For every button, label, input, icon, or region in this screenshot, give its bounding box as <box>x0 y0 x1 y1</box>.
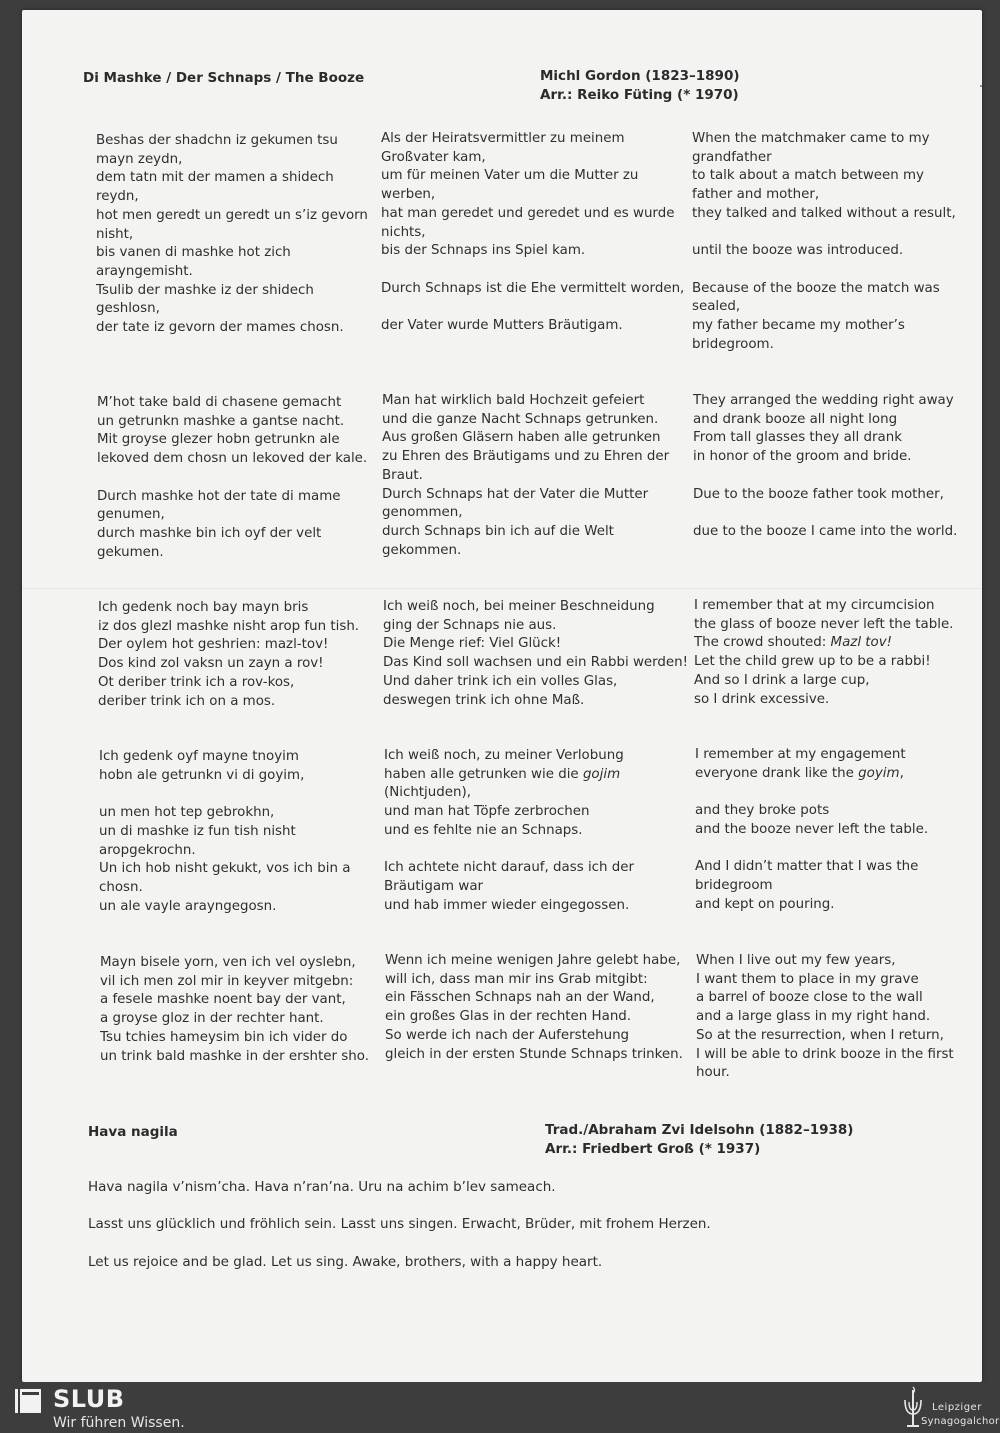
lyric-line: Durch Schnaps ist die Ehe vermittelt worden, <box>381 280 685 296</box>
lyric-line: ging der Schnaps nie aus. <box>383 617 557 633</box>
lyric-line: deriber trink ich on a mos. <box>98 693 276 709</box>
lyric-line: father and mother, <box>692 187 820 203</box>
paper-fold-line <box>22 588 982 589</box>
lyric-line: Ich weiß noch, zu meiner Verlobung <box>384 748 624 763</box>
song2-english-text: Let us rejoice and be glad. Let us sing. Awake, brothers, with a happy heart. <box>88 1254 603 1270</box>
song1-composer: Michl Gordon (1823–1890) <box>540 68 740 84</box>
lyric-line: und es fehlte nie an Schnaps. <box>384 822 583 838</box>
lyric-line: Bräutigam war <box>384 878 484 894</box>
lyric-line: they talked and talked without a result, <box>692 205 956 221</box>
lyric-line: hour. <box>696 1065 730 1081</box>
lyric-line: From tall glasses they all drank <box>693 430 902 446</box>
lyric-line: Tsu tchies hameysim bin ich vider do <box>100 1029 348 1045</box>
song2-title: Hava nagila <box>88 1124 178 1140</box>
song2-composer: Trad./Abraham Zvi Idelsohn (1882–1938) <box>545 1122 854 1138</box>
song1-arranger: Arr.: Reiko Füting (* 1970) <box>540 87 739 103</box>
lyric-line: Ich gedenk noch bay mayn bris <box>98 600 309 615</box>
lyric-line: der Vater wurde Mutters Bräutigam. <box>381 318 623 333</box>
lyric-line: und man hat Töpfe zerbrochen <box>384 804 590 820</box>
lyric-line: un trink bald mashke in der ershter sho. <box>100 1048 369 1064</box>
lyric-line: Der oylem hot geshrien: mazl-tov! <box>98 637 329 653</box>
lyric-line: I remember at my engagement <box>695 747 906 762</box>
lyric-line: genumen, <box>97 507 165 523</box>
lyric-line: Tsulib der mashke iz der shidech <box>96 282 314 298</box>
stanza1-yiddish <box>96 132 368 338</box>
lyric-line: hat man geredet und geredet und es wurde <box>381 205 675 221</box>
lyric-line: Due to the booze father took mother, <box>693 486 944 502</box>
lyric-line: geshlosn, <box>96 301 160 317</box>
lyric-line: nisht, <box>96 226 134 242</box>
lyric-line: Großvater kam, <box>381 149 486 165</box>
lyric-line: gleich in der ersten Stunde Schnaps trinken. <box>385 1046 683 1062</box>
lyric-line: and the booze never left the table. <box>695 821 929 837</box>
lyric-line: So at the resurrection, when I return, <box>696 1027 944 1043</box>
choir-name-line1: Leipziger <box>932 1402 982 1413</box>
lyric-line: I want them to place in my grave <box>696 971 919 987</box>
lyric-line: sealed, <box>692 299 741 315</box>
song1-title: Di Mashke / Der Schnaps / The Booze <box>83 70 365 86</box>
lyric-line: und hab immer wieder eingegossen. <box>384 897 630 913</box>
stanza3-english <box>694 597 953 709</box>
lyric-line: I will be able to drink booze in the first <box>696 1046 954 1062</box>
lyric-line: and they broke pots <box>695 803 830 819</box>
lyric-line: un di mashke iz fun tish nisht <box>99 823 296 839</box>
lyric-line: gekumen. <box>97 544 164 560</box>
lyric-line: a fesele mashke noent bay der vant, <box>100 992 346 1008</box>
lyric-line: lekoved dem chosn un lekoved der kale. <box>97 451 368 467</box>
lyric-line: grandfather <box>692 149 772 165</box>
lyric-line: ein großes Glas in der rechten Hand. <box>385 1009 632 1025</box>
stanza2-yiddish <box>97 394 367 562</box>
book-icon <box>14 1388 42 1414</box>
lyric-line: chosn. <box>99 879 143 895</box>
song2-hebrew-text: Hava nagila v’nism’cha. Hava n’ran’na. Uru na achim b’lev sameach. <box>88 1179 556 1195</box>
lyric-line: un men hot tep gebrokhn, <box>99 805 275 821</box>
lyric-line: Un ich hob nisht gekukt, vos ich bin a <box>99 861 351 877</box>
footer-bar <box>0 1382 1000 1433</box>
choir-name-line2: Synagogalchor <box>921 1416 1000 1427</box>
lyric-line: When I live out my few years, <box>696 953 896 968</box>
lyric-line: Beshas der shadchn iz gekumen tsu <box>96 133 338 148</box>
lyric-line: dem tatn mit der mamen a shidech <box>96 170 334 186</box>
lyric-line: and a large glass in my right hand. <box>696 1009 931 1025</box>
lyric-line: When the matchmaker came to my <box>692 131 930 146</box>
lyric-line: reydn, <box>96 189 139 205</box>
stanza4-german <box>384 747 634 915</box>
lyric-line: bis der Schnaps ins Spiel kam. <box>381 243 586 259</box>
stanza1-german <box>381 130 684 336</box>
lyric-line: Die Menge rief: Viel Glück! <box>383 636 562 652</box>
lyric-line: Aus großen Gläsern haben alle getrunken <box>382 430 661 446</box>
lyric-line: I remember that at my circumcision <box>694 598 935 613</box>
lyric-line: zu Ehren des Bräutigams und zu Ehren der <box>382 449 670 465</box>
lyric-line: Mit groyse glezer hobn getrunkn ale <box>97 432 340 448</box>
stanza3-yiddish <box>98 599 359 711</box>
lyric-line: the glass of booze never left the table. <box>694 616 954 632</box>
lyric-line: Man hat wirklich bald Hochzeit gefeiert <box>382 393 645 408</box>
lyric-line: Durch Schnaps hat der Vater die Mutter <box>382 486 649 502</box>
lyric-line: um für meinen Vater um die Mutter zu <box>381 168 639 184</box>
lyric-line: deswegen trink ich ohne Maß. <box>383 692 585 708</box>
lyrics-sheet <box>22 10 982 1382</box>
lyric-line: Mayn bisele yorn, ven ich vel oyslebn, <box>100 955 356 970</box>
stanza5-yiddish <box>100 954 369 1066</box>
lyric-line: bridegroom. <box>692 336 774 352</box>
lyric-line: And I didn’t matter that I was the <box>695 859 919 875</box>
lyric-line: And so I drink a large cup, <box>694 672 870 688</box>
lyric-line: a groyse gloz in der rechter hant. <box>100 1011 324 1027</box>
lyric-line: un getrunkn mashke a gantse nacht. <box>97 413 345 429</box>
lyric-line: durch Schnaps bin ich auf die Welt <box>382 523 614 539</box>
lyric-line: Als der Heiratsvermittler zu meinem <box>381 131 625 146</box>
lyric-line: und die ganze Nacht Schnaps getrunken. <box>382 411 659 427</box>
lyric-line: aropgekrochn. <box>99 842 196 858</box>
stanza2-english <box>693 392 957 542</box>
lyric-line: M’hot take bald di chasene gemacht <box>97 395 342 410</box>
lyric-line: durch mashke bin ich oyf der velt <box>97 525 322 541</box>
lyric-line: so I drink excessive. <box>694 691 830 707</box>
lyric-line: Ich gedenk oyf mayne tnoyim <box>99 749 299 764</box>
lyric-line: (Nichtjuden), <box>384 785 471 801</box>
lyric-line: werben, <box>381 187 436 203</box>
library-tagline: Wir führen Wissen. <box>53 1415 185 1431</box>
lyric-line: iz dos glezl mashke nisht arop fun tish. <box>98 618 360 634</box>
stanza4-english <box>695 746 928 914</box>
lyric-line: nichts, <box>381 224 426 240</box>
stanza1-english <box>692 130 956 354</box>
lyric-line: Und daher trink ich ein volles Glas, <box>383 673 618 689</box>
lyric-line: in honor of the groom and bride. <box>693 449 912 465</box>
lyric-line: vil ich men zol mir in keyver mitgebn: <box>100 973 354 989</box>
stanza5-german <box>385 952 683 1064</box>
song2-arranger: Arr.: Friedbert Groß (* 1937) <box>545 1141 761 1157</box>
lyric-line: Das Kind soll wachsen und ein Rabbi werden! <box>383 655 689 671</box>
stanza2-german <box>382 392 669 560</box>
stanza4-yiddish <box>99 748 350 916</box>
lyric-line: un ale vayle arayngegosn. <box>99 898 277 914</box>
lyric-line: Let the child grew up to be a rabbi! <box>694 654 931 670</box>
lyric-line: hot men geredt un geredt un s’iz gevorn <box>96 207 368 223</box>
library-logo-name: SLUB <box>53 1385 125 1413</box>
lyric-line: will ich, dass man mir ins Grab mitgibt: <box>385 971 648 987</box>
stanza3-german <box>383 598 688 710</box>
lyric-line: The crowd shouted: Mazl tov! <box>694 635 893 651</box>
lyric-line: Durch mashke hot der tate di mame <box>97 488 341 504</box>
lyric-line: haben alle getrunken wie die gojim <box>384 766 621 782</box>
lyric-line: and drank booze all night long <box>693 411 898 427</box>
lyric-line: Braut. <box>382 467 423 483</box>
lyric-line: Ot deriber trink ich a rov-kos, <box>98 674 295 690</box>
paper-speck <box>980 85 982 87</box>
lyric-line: bridegroom <box>695 877 773 893</box>
lyric-line: Because of the booze the match was <box>692 280 940 296</box>
lyric-line: due to the booze I came into the world. <box>693 523 958 539</box>
lyric-line: until the booze was introduced. <box>692 243 904 259</box>
lyric-line: So werde ich nach der Auferstehung <box>385 1027 630 1043</box>
lyric-line: a barrel of booze close to the wall <box>696 990 923 1006</box>
lyric-line: my father became my mother’s <box>692 318 905 333</box>
lyric-line: gekommen. <box>382 542 462 558</box>
lyric-line: Ich achtete nicht darauf, dass ich der <box>384 860 635 876</box>
lyric-line: der tate iz gevorn der mames chosn. <box>96 320 344 336</box>
lyric-line: mayn zeydn, <box>96 151 183 167</box>
lyric-line: everyone drank like the goyim, <box>695 765 904 781</box>
lyric-line: and kept on pouring. <box>695 896 835 912</box>
song2-german-text: Lasst uns glücklich und fröhlich sein. Lasst uns singen. Erwacht, Brüder, mit frohem Herzen. <box>88 1216 711 1232</box>
lyric-line: hobn ale getrunkn vi di goyim, <box>99 767 305 783</box>
stanza5-english <box>696 952 954 1083</box>
lyric-line: genommen, <box>382 505 463 521</box>
lyric-line: ein Fässchen Schnaps nah an der Wand, <box>385 990 655 1006</box>
lyric-line: bis vanen di mashke hot zich <box>96 245 291 261</box>
lyric-line: They arranged the wedding right away <box>693 393 954 408</box>
lyric-line: Ich weiß noch, bei meiner Beschneidung <box>383 599 655 614</box>
lyric-line: Wenn ich meine wenigen Jahre gelebt habe, <box>385 953 681 968</box>
lyric-line: Dos kind zol vaksn un zayn a rov! <box>98 656 324 672</box>
lyric-line: arayngemisht. <box>96 263 193 279</box>
lyric-line: to talk about a match between my <box>692 168 924 184</box>
